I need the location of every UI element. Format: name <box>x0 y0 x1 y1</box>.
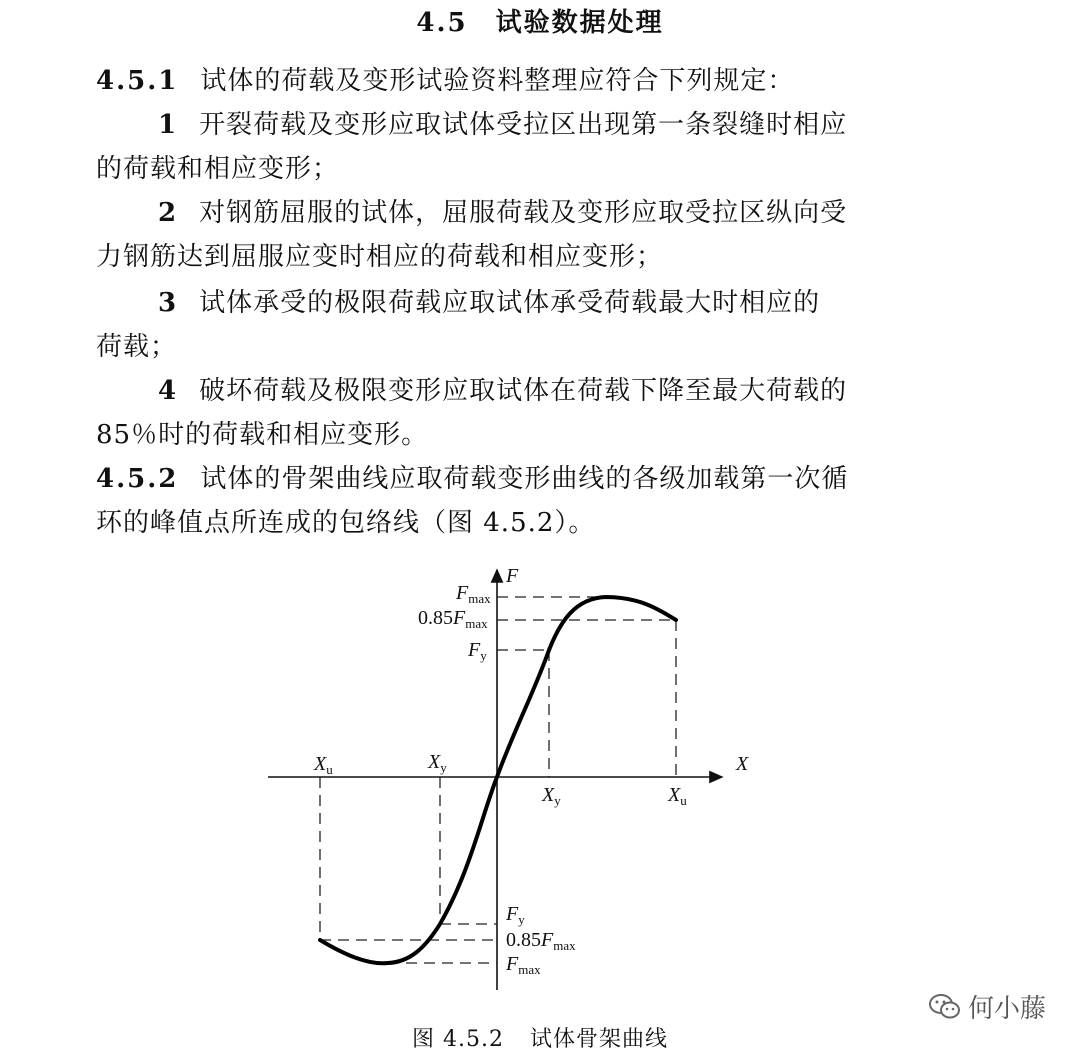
clause-4-5-2-line2: 环的峰值点所连成的包络线（图 4.5.2）。 <box>96 508 596 538</box>
item-number: 4 <box>158 376 178 406</box>
label-xu-right: $X_u$ <box>668 784 687 808</box>
item-text: 对钢筋屈服的试体，屈服荷载及变形应取受拉区纵向受 <box>199 198 848 228</box>
label-xu-left: $X_u$ <box>314 753 333 777</box>
guide-lines-negative <box>320 777 497 963</box>
label-085fmax-bottom: $0.85F_{max}$ <box>506 929 576 953</box>
clause-number: 4.5.1 <box>96 66 179 96</box>
item-number: 1 <box>158 110 178 140</box>
item-1-line2: 的荷载和相应变形； <box>96 154 340 184</box>
item-text: 试体承受的极限荷载应取试体承受荷载最大时相应的 <box>199 288 821 318</box>
clause-text: 试体的骨架曲线应取荷载变形曲线的各级加载第一次循 <box>200 464 849 494</box>
section-heading: 试验数据处理 <box>495 8 664 38</box>
skeleton-curve <box>320 597 676 963</box>
axis-label-f: F <box>506 565 519 587</box>
guide-lines-positive <box>497 597 676 777</box>
caption-number: 图 4.5.2 <box>412 1027 504 1052</box>
label-fmax-top: $F_{max}$ <box>456 582 491 606</box>
label-fy-bottom: $F_y$ <box>506 903 525 927</box>
axis-label-x: X <box>736 753 749 775</box>
item-text: 破坏荷载及极限变形应取试体在荷载下降至最大荷载的 <box>199 376 848 406</box>
figure-caption <box>0 1022 1080 1053</box>
label-085fmax-top: $0.85F_{max}$ <box>418 607 488 631</box>
watermark-text: 何小藤 <box>968 994 1047 1024</box>
item-number: 3 <box>158 288 178 318</box>
label-fmax-bottom: $F_{max}$ <box>506 953 541 977</box>
clause-number: 4.5.2 <box>96 464 179 494</box>
item-3-line2: 荷载； <box>96 332 178 362</box>
label-xy-right: $X_y$ <box>542 784 561 808</box>
item-4-line2: 85％时的荷载和相应变形。 <box>96 420 429 450</box>
label-fy-top: $F_y$ <box>468 639 487 663</box>
section-number: 4.5 <box>416 8 468 38</box>
caption-title: 试体骨架曲线 <box>529 1027 668 1052</box>
item-text: 开裂荷载及变形应取试体受拉区出现第一条裂缝时相应 <box>199 110 848 140</box>
label-xy-left: $X_y$ <box>428 751 447 775</box>
item-2-line2: 力钢筋达到屈服应变时相应的荷载和相应变形； <box>96 242 664 272</box>
item-number: 2 <box>158 198 178 228</box>
watermark <box>928 988 1046 1025</box>
wechat-chat-icon <box>928 993 962 1021</box>
clause-text: 试体的荷载及变形试验资料整理应符合下列规定： <box>200 66 795 96</box>
